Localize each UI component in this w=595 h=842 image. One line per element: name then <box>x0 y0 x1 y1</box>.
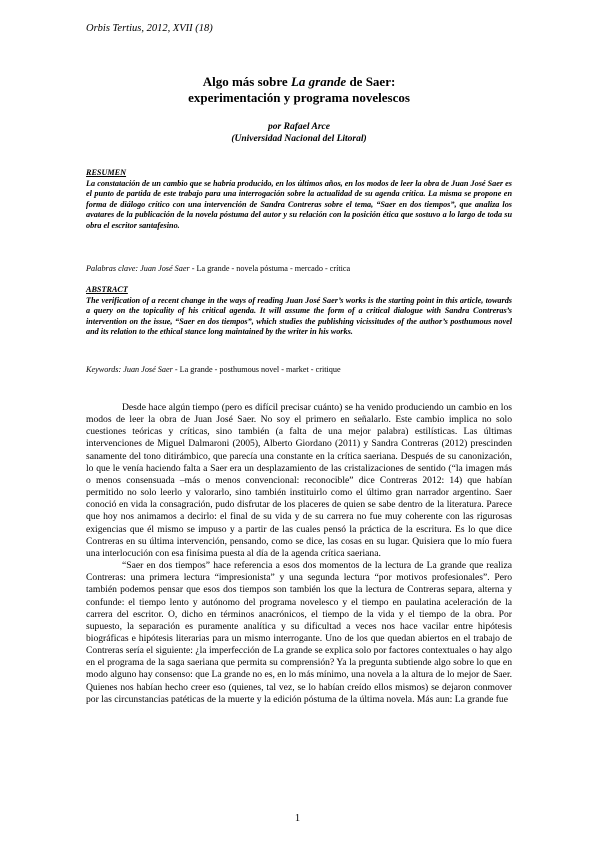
abstract-heading: ABSTRACT <box>86 285 128 294</box>
resumen-section <box>86 168 512 232</box>
palabras-clave <box>86 264 512 275</box>
title-post: de Saer: <box>346 74 396 89</box>
abstract-section <box>86 285 512 338</box>
body-paragraph-1: Desde hace algún tiempo (pero es difícil precisar cuánto) se ha venido produciendo un cambio en los modos de leer la obra de Juan José Saer. No soy el primero en señalarlo. Este cambio implica no solo cuestiones teóricas y críticas, sino también (a falta de una mejor palabra) estilísticas. Las últimas intervenciones de Miguel Dalmaroni (2005), Alberto Giordano (2011) y Sandra Contreras (2012) prescinden sanamente del tono ditirámbico, que parecía una constante en la crítica saeriana. Después de su canonización, lo que le venía haciendo falta a Saer era un desplazamiento de las cristalizaciones de sentido (“la imagen más o menos consensuada –más o menos convencional: reconocible” dice Contreras 2012: 14) que habían permitido no solo leerlo y valorarlo, sino también instituirlo como el último gran narrador argentino. Saer conoció en vida la consagración, pudo disfrutar de los placeres de quien se sabe dentro de la literatura. Parece que hoy nos animamos a decirlo: el final de su vida y de su carrera no fue muy coherente con las rigurosas exigencias que él mismo se impuso y a partir de las cuales pensó la práctica de la escritura. Es lo que dice Contreras en su última intervención, pensando, como se dice, las cosas en su lugar. Quisiera que lo mío fuera una interlocución con esa finísima puesta al día de la agenda crítica saeriana. <box>86 402 512 559</box>
body-paragraph-2: “Saer en dos tiempos” hace referencia a esos dos momentos de la lectura de La grande que realiza Contreras: una primera lectura “impresionista” y una segunda lectura “por motivos profesionales”. Pero también podemos pensar que esos dos tiempos son también los que la lectura de Contreras separa, alterna y confunde: el tiempo lento y autónomo del programa novelesco y el tiempo en paulatina aceleración de la carrera del escritor. O, dicho en términos anacrónicos, el tiempo de la vida y el tiempo de la obra. Por supuesto, la separación es puramente analítica y su dificultad a veces nos hace vacilar entre hipótesis biográficas e hipótesis literarias para un mismo interrogante. Uno de los que quedan abiertos en el trabajo de Contreras sería el siguiente: ¿la imperfección de La grande se explica solo por factores contextuales o hay algo en el programa de la saga saeriana que permita su comprensión? Ya la pregunta subtiende algo sobre lo que en modo alguno hay consenso: que La grande no es, en lo más mínimo, una novela a la altura de lo mejor de Saer. Quienes nos habían hecho creer eso (quienes, tal vez, se lo habían creído ellos mismos) se dejaron conmover por las circunstancias patéticas de la muerte y la edición póstuma de la última novela. Más aun: La grande fue <box>86 560 513 705</box>
title-pre: Algo más sobre <box>202 74 291 89</box>
author-name: por Rafael Arce <box>268 122 330 132</box>
keywords-label: Keywords: Juan José Saer <box>86 365 173 374</box>
keywords-value: - La grande - posthumous novel - market - critique <box>172 365 341 374</box>
resumen-heading: RESUMEN <box>86 168 127 177</box>
article-title <box>86 74 512 106</box>
keywords <box>86 365 512 376</box>
article-body <box>86 402 512 706</box>
resumen-text: La constatación de un cambio que se habría producido, en los últimos años, en los modos de leer la obra de Juan José Saer es el punto de partida de este trabajo para una interrogación sobre la actualidad de su agenda crítica. La misma se propone en forma de diálogo crítico con una intervención de Sandra Contreras sobre el tema, “Saer en dos tiempos”, que analiza los avatares de la publicación de la novela póstuma del autor y su relación con la posición ética que sostuvo a lo largo de toda su obra el escritor santafesino. <box>86 178 512 230</box>
abstract-text: The verification of a recent change in the ways of reading Juan José Saer’s works is the starting point in this article, towards a query on the topicality of his critical agenda. It will assume the form of a critical dialogue with Sandra Contreras’s intervention on the issue, “Saer en dos tiempos”, which studies the publishing vicissitudes of the author’s posthumous novel and its relation to the ethical stance long maintained by the writer in his works. <box>86 295 512 337</box>
title-line-1 <box>86 74 512 90</box>
palabras-label: Palabras clave: Juan José Saer <box>86 264 190 273</box>
title-line-2: experimentación y programa novelescos <box>188 90 410 105</box>
author-block <box>86 121 512 145</box>
author-affiliation: (Universidad Nacional del Litoral) <box>231 134 367 144</box>
page-number: 1 <box>294 813 301 824</box>
title-italic: La grande <box>290 74 347 89</box>
journal-header: Orbis Tertius, 2012, XVII (18) <box>86 23 213 34</box>
palabras-value: - La grande - novela póstuma - mercado - crítica <box>189 264 351 273</box>
